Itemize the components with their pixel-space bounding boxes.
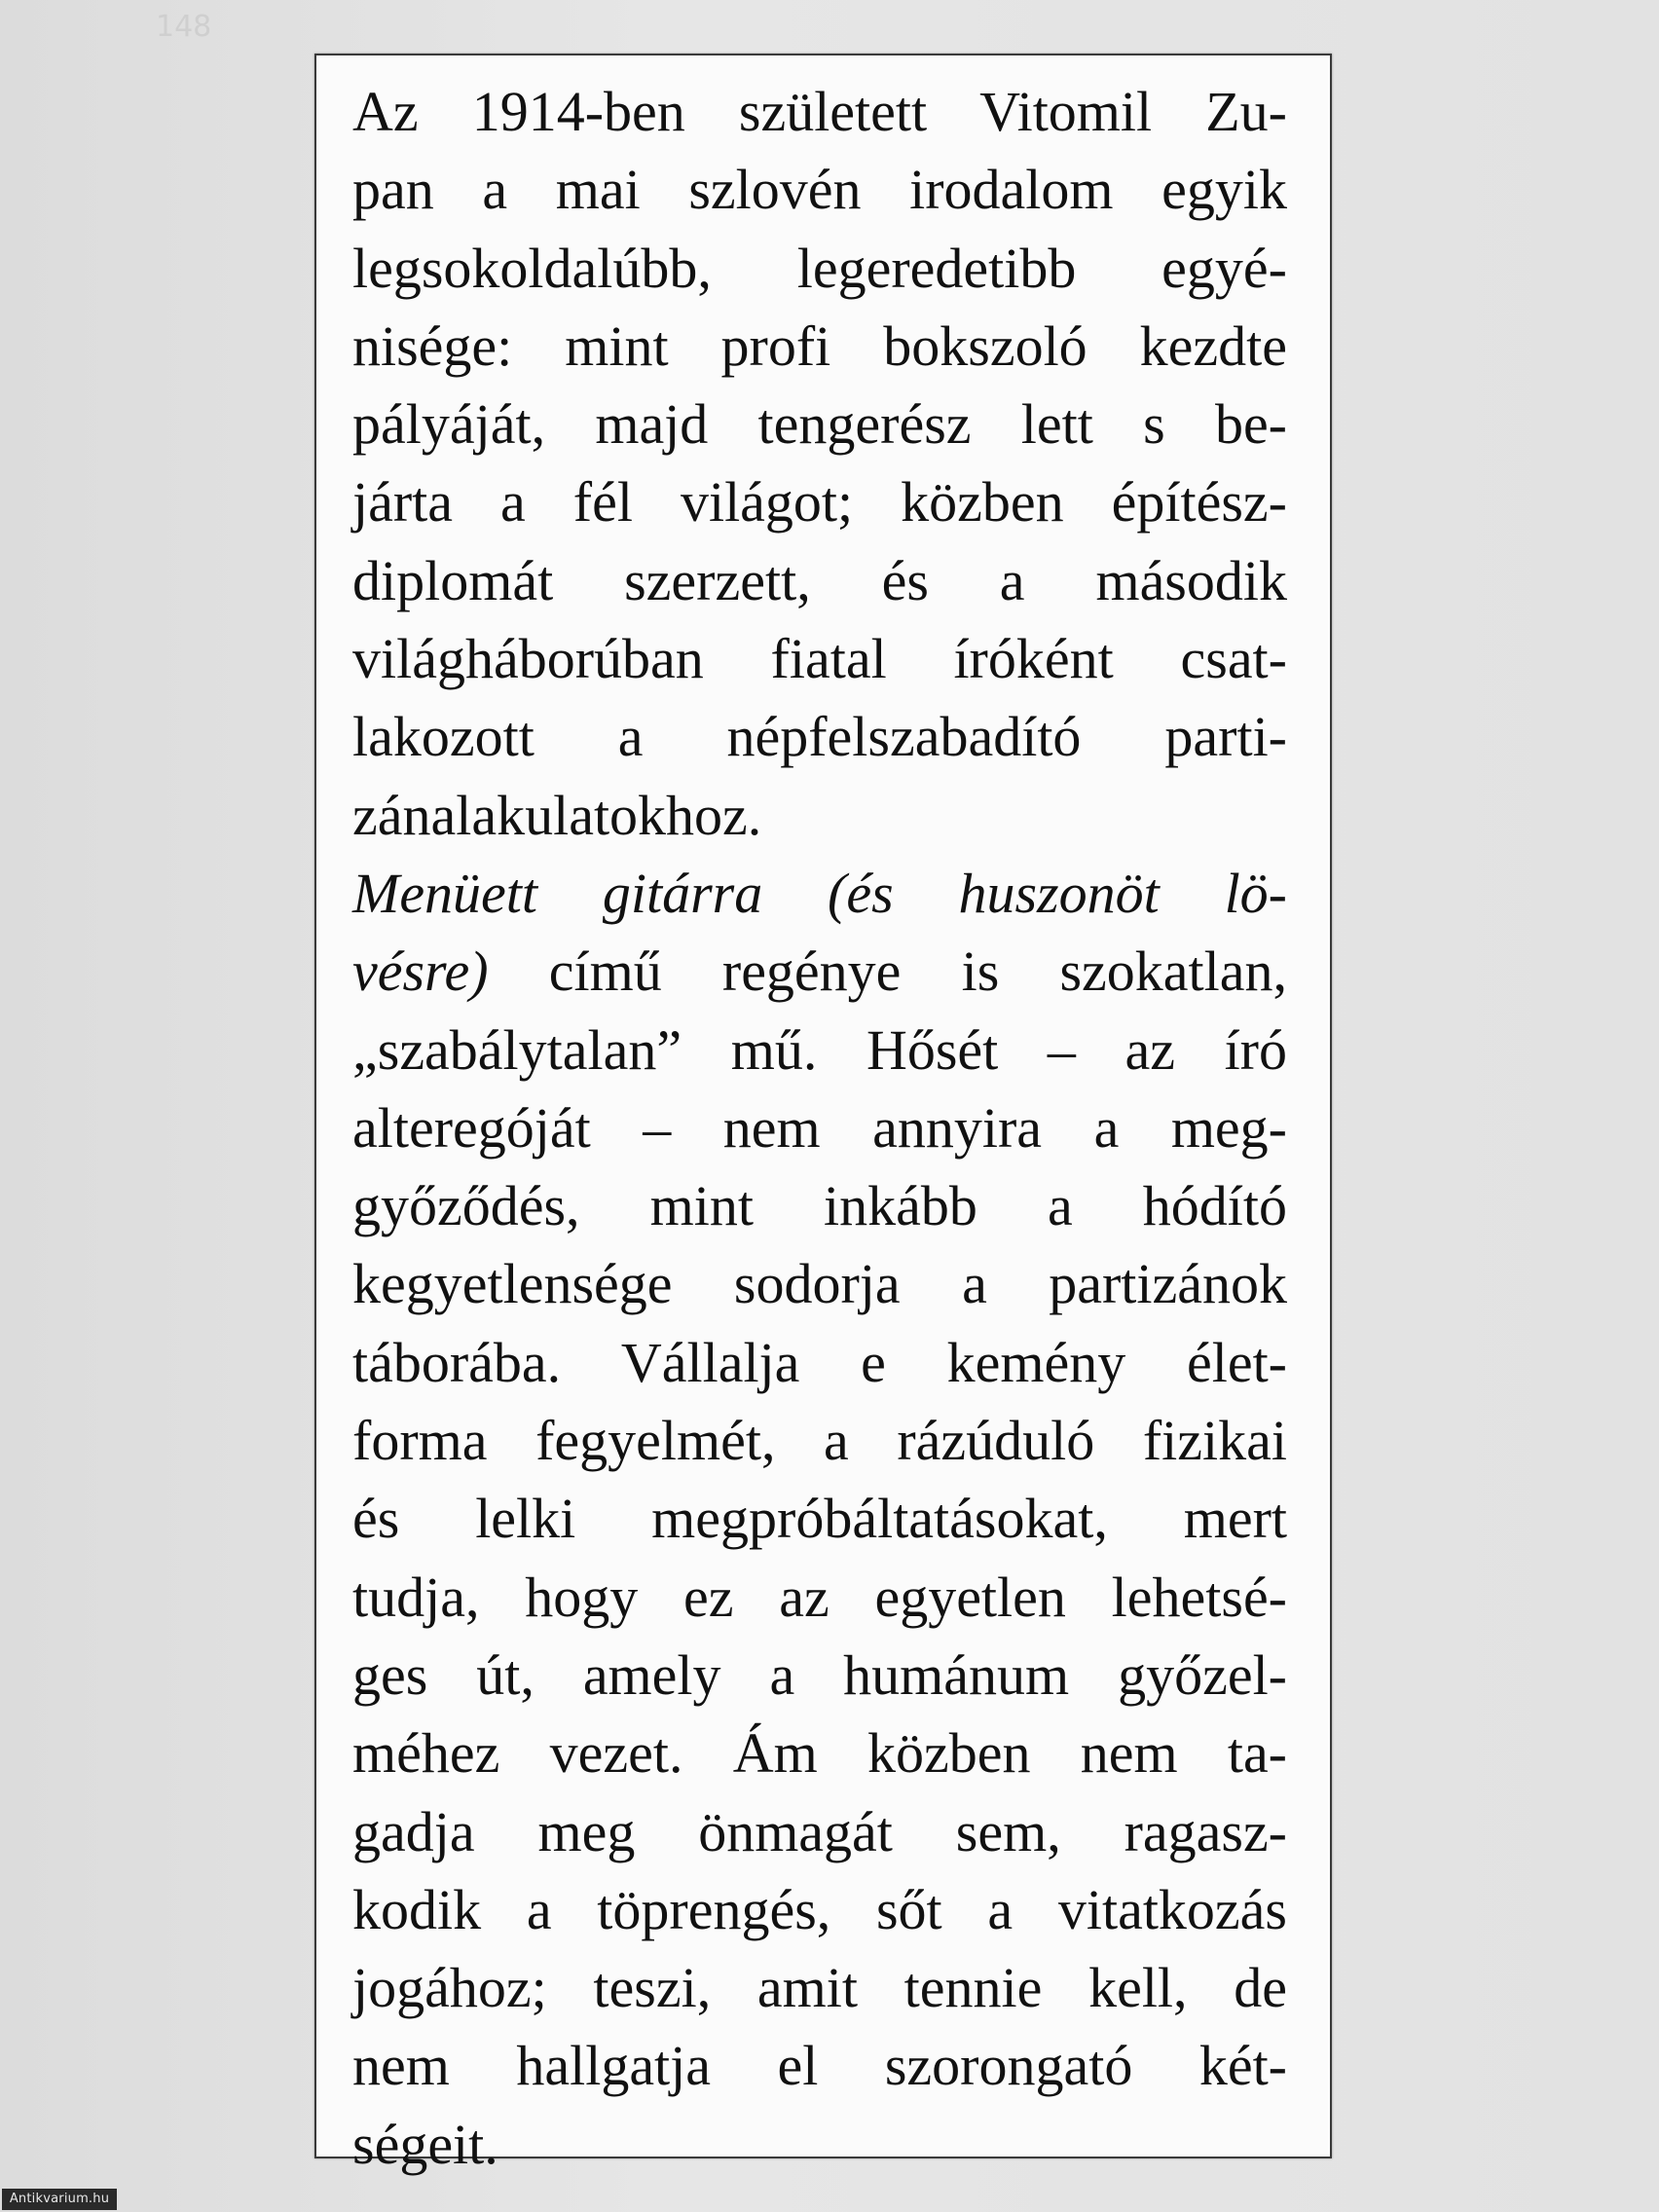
blurb-line: győződés, mint inkább a hódító (352, 1174, 1287, 1238)
blurb-line: gadja meg önmagát sem, ragasz- (352, 1799, 1287, 1863)
blurb-line: „szabálytalan” mű. Hősét – az író (352, 1017, 1287, 1082)
blurb-line: kodik a töprengés, sőt a vitatkozás (352, 1877, 1287, 1941)
novel-title-line-cont (352, 933, 1287, 1011)
blurb-line: jogához; teszi, amit tennie kell, de (352, 1956, 1287, 2020)
blurb-line-rest: című regénye is szokatlan, (488, 940, 1287, 1004)
blurb-line: méhez vezet. Ám közben nem ta- (352, 1721, 1287, 1786)
blurb-line: legsokoldalúbb, legeredetibb egyé- (352, 236, 1287, 300)
blurb-line: diplomát szerzett, és a második (352, 548, 1287, 612)
text-clipping (314, 54, 1332, 2176)
blurb-line: táborába. Vállalja e kemény élet- (352, 1330, 1287, 1394)
blurb-line: kegyetlensége sodorja a partizánok (352, 1252, 1287, 1316)
blurb-line: Az 1914-ben született Vitomil Zu- (352, 80, 1287, 143)
blurb-line: és lelki megpróbáltatásokat, mert (352, 1487, 1287, 1551)
blurb-line: pan a mai szlovén irodalom egyik (352, 158, 1287, 222)
novel-title-line: Menüett gitárra (és huszonöt lö- (352, 861, 1287, 925)
book-blurb (352, 73, 1287, 2184)
blurb-line: nem hallgatja el szorongató két- (352, 2034, 1287, 2098)
blurb-line: zánalakulatokhoz. (352, 783, 762, 847)
blurb-line: tudja, hogy ez az egyetlen lehetsé- (352, 1565, 1287, 1629)
blurb-line: ges út, amely a humánum győzel- (352, 1642, 1287, 1707)
blurb-line: pályáját, majd tengerész lett s be- (352, 392, 1287, 457)
site-watermark: Antikvarium.hu (2, 2189, 117, 2210)
corner-pencil-mark: 148 (156, 10, 212, 44)
novel-title-end: vésre) (352, 940, 489, 1004)
blurb-line: forma fegyelmét, a rázúduló fizikai (352, 1409, 1287, 1473)
blurb-line: alteregóját – nem annyira a meg- (352, 1095, 1287, 1160)
blurb-line: nisége: mint profi bokszoló kezdte (352, 313, 1287, 378)
blurb-line: járta a fél világot; közben építész- (352, 470, 1287, 535)
blurb-line: világháborúban fiatal íróként csat- (352, 627, 1287, 691)
blurb-line: ségeit. (352, 2112, 498, 2176)
blurb-line: lakozott a népfelszabadító parti- (352, 705, 1287, 769)
